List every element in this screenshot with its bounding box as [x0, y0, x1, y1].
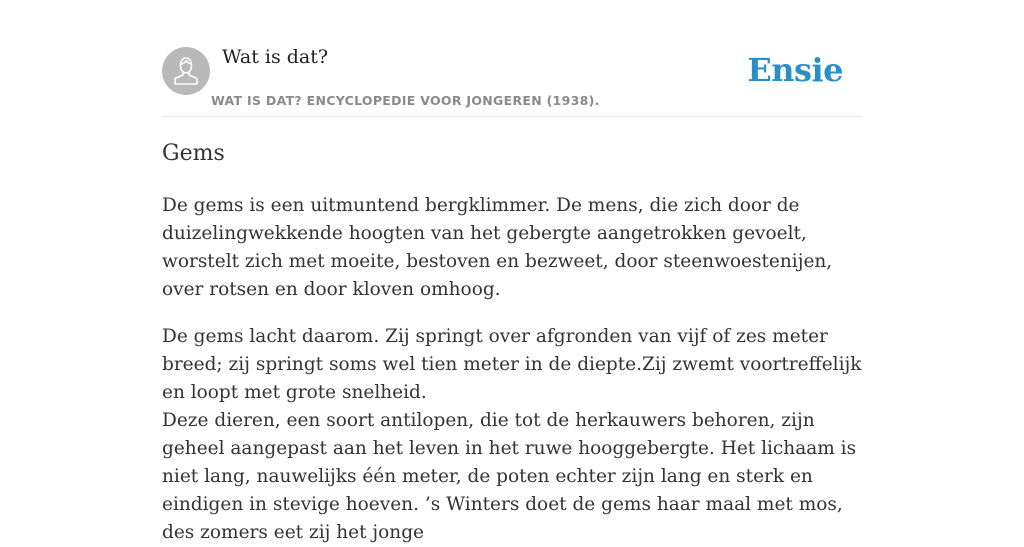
author-name[interactable]: Wat is dat? — [222, 46, 329, 68]
page-title: Gems — [162, 141, 225, 166]
article-paragraph: De gems is een uitmuntend bergklimmer. De mens, die zich door de duizelingwekkende hoogten van het gebergte aangetrokken gevoelt, worstelt zich met moeite, bestoven en bezweet, door steenwoestenijen, over rotsen en door kloven omhoog. — [162, 195, 833, 300]
avatar[interactable] — [162, 47, 210, 95]
article-body — [162, 138, 862, 547]
brand-logo[interactable]: Ensie — [747, 51, 843, 89]
source-line: WAT IS DAT? ENCYCLOPEDIE VOOR JONGEREN (1938). — [211, 93, 600, 108]
article-paragraph: De gems lacht daarom. Zij springt over afgronden van vijf of zes meter breed; zij springt soms wel tien meter in de diepte.Zij zwemt voortreffelijk en loopt met grote snelheid. — [162, 326, 862, 403]
article-paragraph: Deze dieren, een soort antilopen, die tot de herkauwers behoren, zijn geheel aangepast aan het leven in het ruwe hooggebergte. Het lichaam is niet lang, nauwelijks één meter, de poten echter zijn lang en sterk en eindigen in stevige hoeven. ’s Winters doet de gems haar maal met mos, des zomers eet zij het jonge — [162, 410, 857, 543]
article-header — [162, 46, 862, 117]
user-icon — [162, 47, 210, 95]
